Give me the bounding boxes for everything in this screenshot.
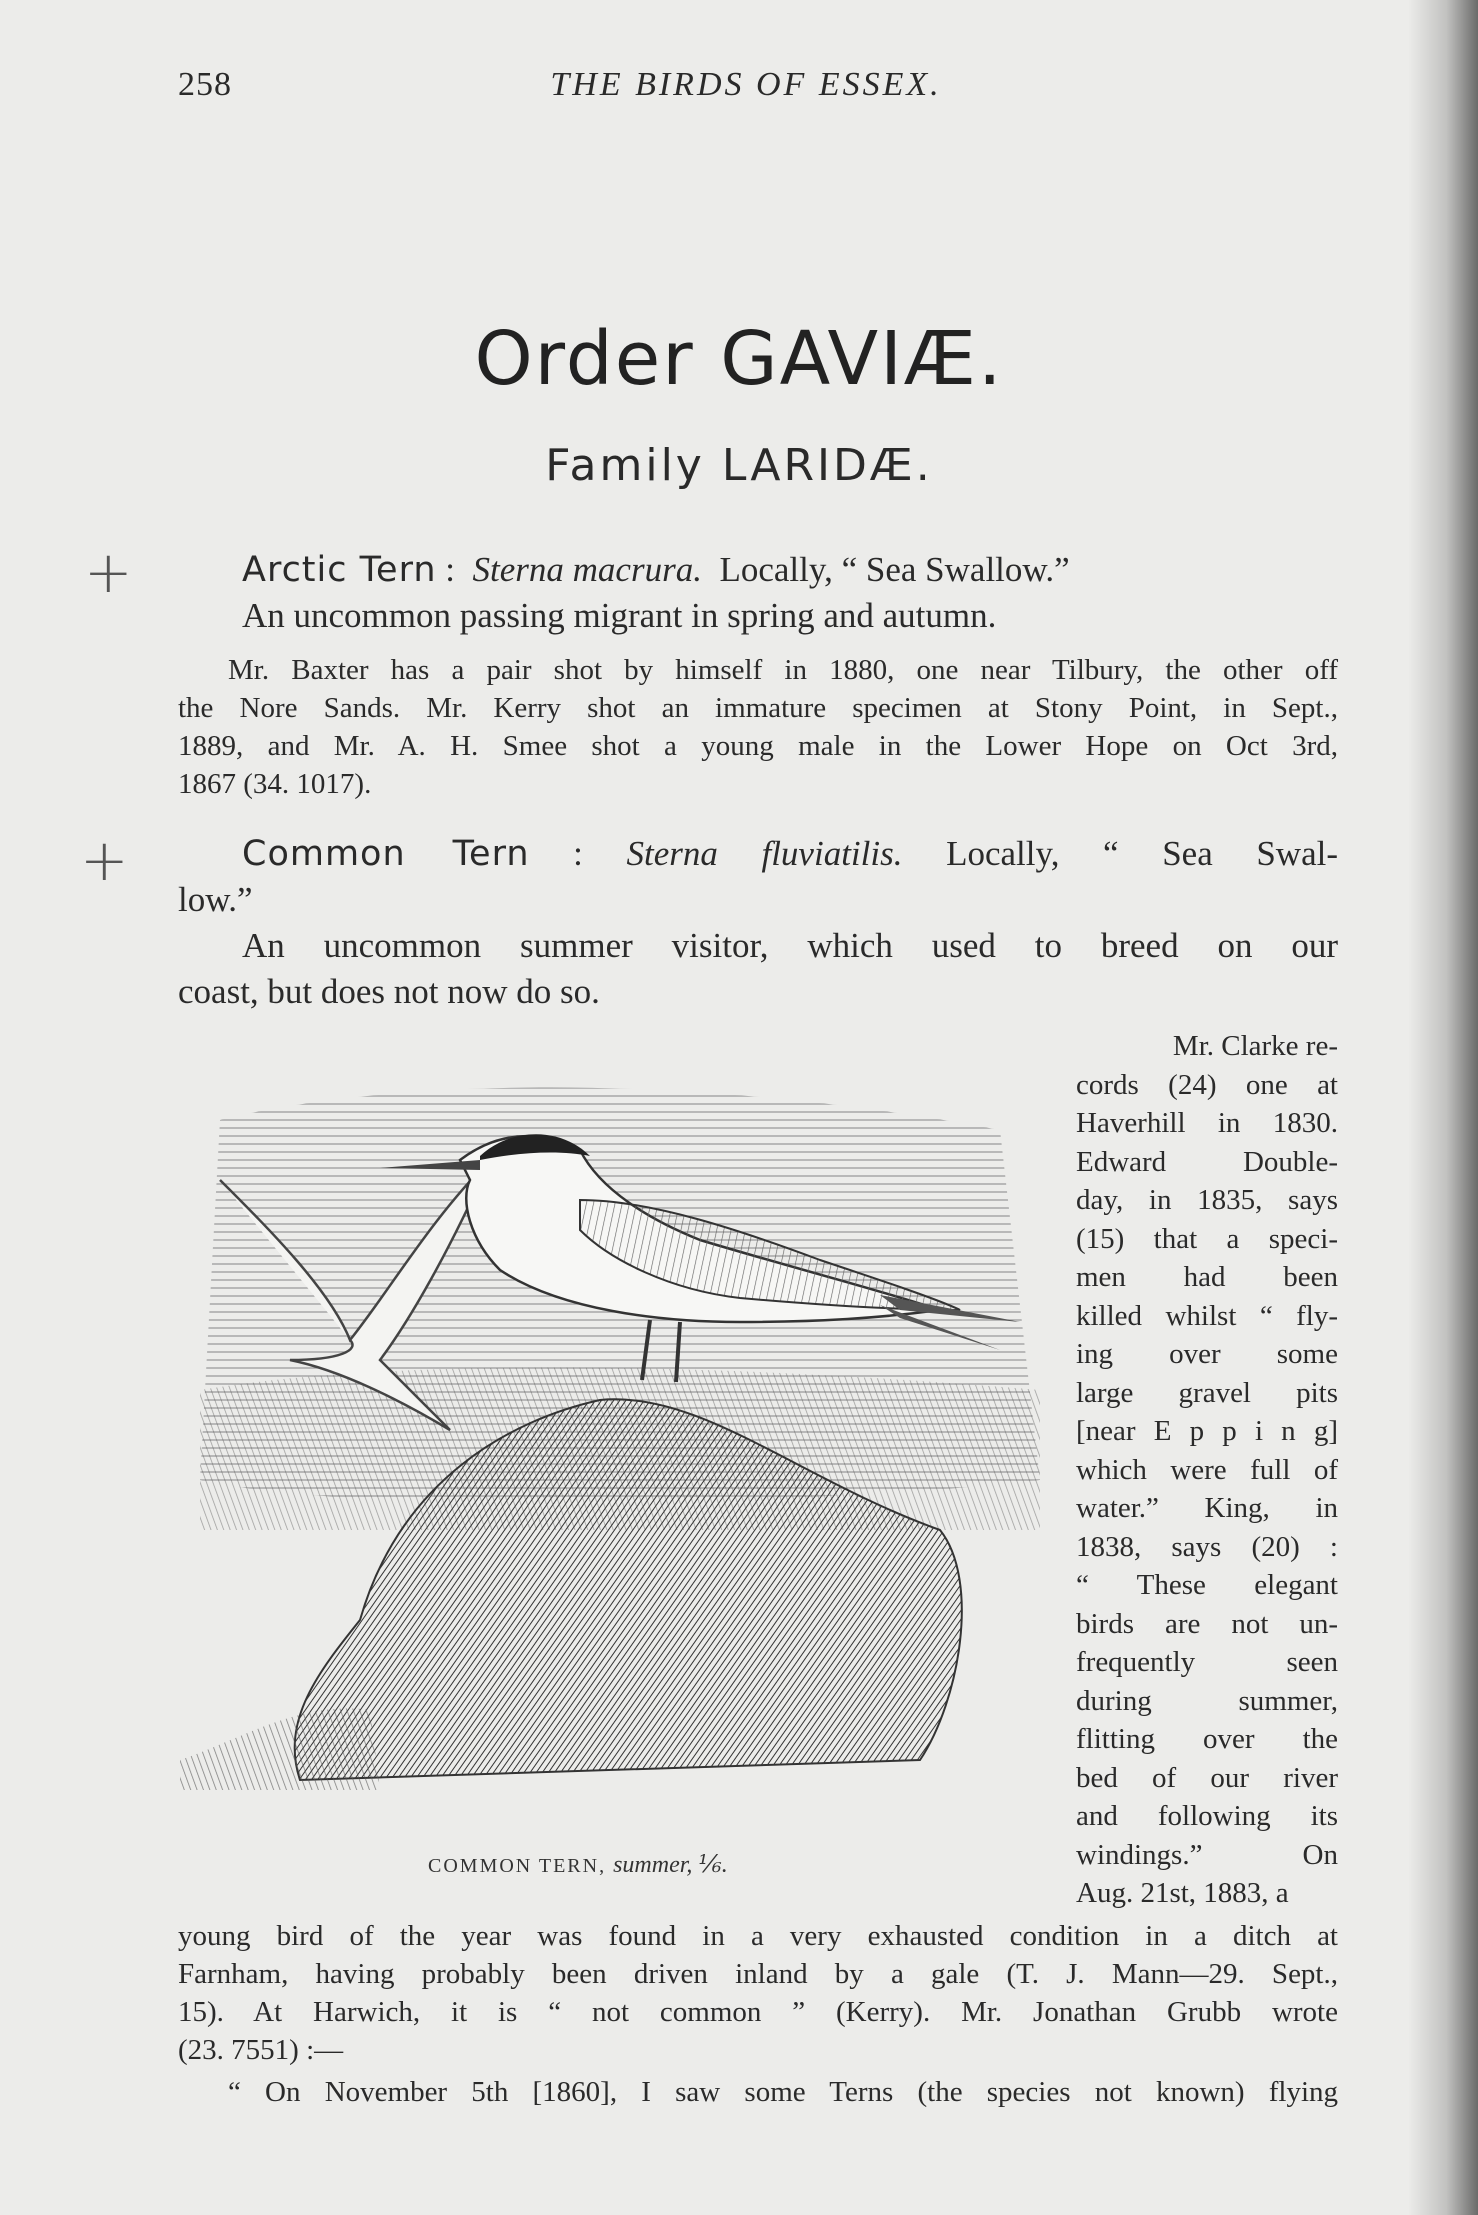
margin-mark-cross: +: [84, 538, 133, 606]
text-line: Mr. Baxter has a pair shot by himself in 1880, one near Tilbury, the other off: [228, 654, 1338, 686]
species-name: Arctic Tern: [242, 550, 437, 590]
text-line: 1889, and Mr. A. H. Smee shot a young male in the Lower Hope on Oct 3rd,: [178, 730, 1338, 762]
caption-title: COMMON TERN,: [428, 1855, 607, 1877]
side-column-line: which were full of: [1076, 1453, 1338, 1486]
text-line: 15). At Harwich, it is “ not common ” (Kerry). Mr. Jonathan Grubb wrote: [178, 1996, 1338, 2028]
side-column-line: Edward Double-: [1076, 1145, 1338, 1178]
arctic-tern-heading: [242, 550, 1224, 590]
local-name: Locally, “ Sea Swal-: [946, 834, 1338, 873]
side-column-line: killed whilst “ fly-: [1076, 1299, 1338, 1332]
text-line: 1867 (34. 1017).: [178, 768, 372, 800]
side-column-line: day, in 1835, says: [1076, 1184, 1338, 1216]
text-line: coast, but does not now do so.: [178, 972, 600, 1011]
side-column-line: Mr. Clarke re-: [1172, 1030, 1338, 1062]
side-column-line: men had been: [1076, 1261, 1338, 1293]
side-column-line: and following its: [1076, 1800, 1338, 1832]
text-line: “ On November 5th [1860], I saw some Terns (the species not known) flying: [228, 2076, 1338, 2108]
latin-name: Sterna fluviatilis.: [626, 834, 903, 873]
illustration-caption: [428, 1850, 728, 1879]
caption-italic: summer, ⅙.: [613, 1852, 728, 1878]
arctic-tern-status: An uncommon passing migrant in spring and autumn.: [242, 596, 997, 635]
text-line: (23. 7551) :—: [178, 2034, 344, 2066]
side-column-line: during summer,: [1076, 1684, 1338, 1717]
colon: :: [573, 834, 583, 873]
side-column-line: 1838, says (20) :: [1076, 1530, 1338, 1563]
side-column-line: “ These elegant: [1076, 1569, 1338, 1601]
margin-mark-cross: +: [80, 826, 129, 894]
side-column-line: large gravel pits: [1076, 1376, 1338, 1409]
side-column-line: ing over some: [1076, 1338, 1338, 1370]
common-tern-heading: [242, 834, 1338, 874]
text-line: Farnham, having probably been driven inland by a gale (T. J. Mann—29. Sept.,: [178, 1958, 1338, 1990]
side-column-line: Aug. 21st, 1883, a: [1076, 1877, 1289, 1909]
side-column-line: windings.” On: [1076, 1838, 1338, 1871]
side-column-line: birds are not un-: [1076, 1607, 1338, 1640]
colon: :: [445, 550, 456, 589]
side-column-line: Haverhill in 1830.: [1076, 1107, 1338, 1139]
side-column-line: [near E p p i n g]: [1076, 1415, 1338, 1447]
side-column-line: (15) that a speci-: [1076, 1222, 1338, 1255]
side-column-line: bed of our river: [1076, 1761, 1338, 1794]
text-line: young bird of the year was found in a very exhausted condition in a ditch at: [178, 1920, 1338, 1952]
family-heading: Family LARIDÆ.: [545, 440, 933, 491]
side-column-line: flitting over the: [1076, 1723, 1338, 1755]
text-line: low.”: [178, 880, 253, 919]
side-column-line: water.” King, in: [1076, 1492, 1338, 1524]
common-tern-engraving: [180, 1060, 1080, 1830]
latin-name: Sterna macrura.: [472, 550, 702, 589]
text-line: the Nore Sands. Mr. Kerry shot an immature specimen at Stony Point, in Sept.,: [178, 692, 1338, 724]
local-name: Locally, “ Sea Swallow.”: [719, 550, 1070, 589]
text-line: An uncommon summer visitor, which used to breed on our: [242, 926, 1338, 965]
order-heading: Order GAVIÆ.: [474, 316, 1004, 402]
species-name: Common Tern: [242, 834, 530, 874]
side-column-line: cords (24) one at: [1076, 1068, 1338, 1101]
page-number: 258: [178, 66, 232, 103]
running-title: THE BIRDS OF ESSEX.: [550, 66, 942, 103]
side-column-line: frequently seen: [1076, 1646, 1338, 1678]
